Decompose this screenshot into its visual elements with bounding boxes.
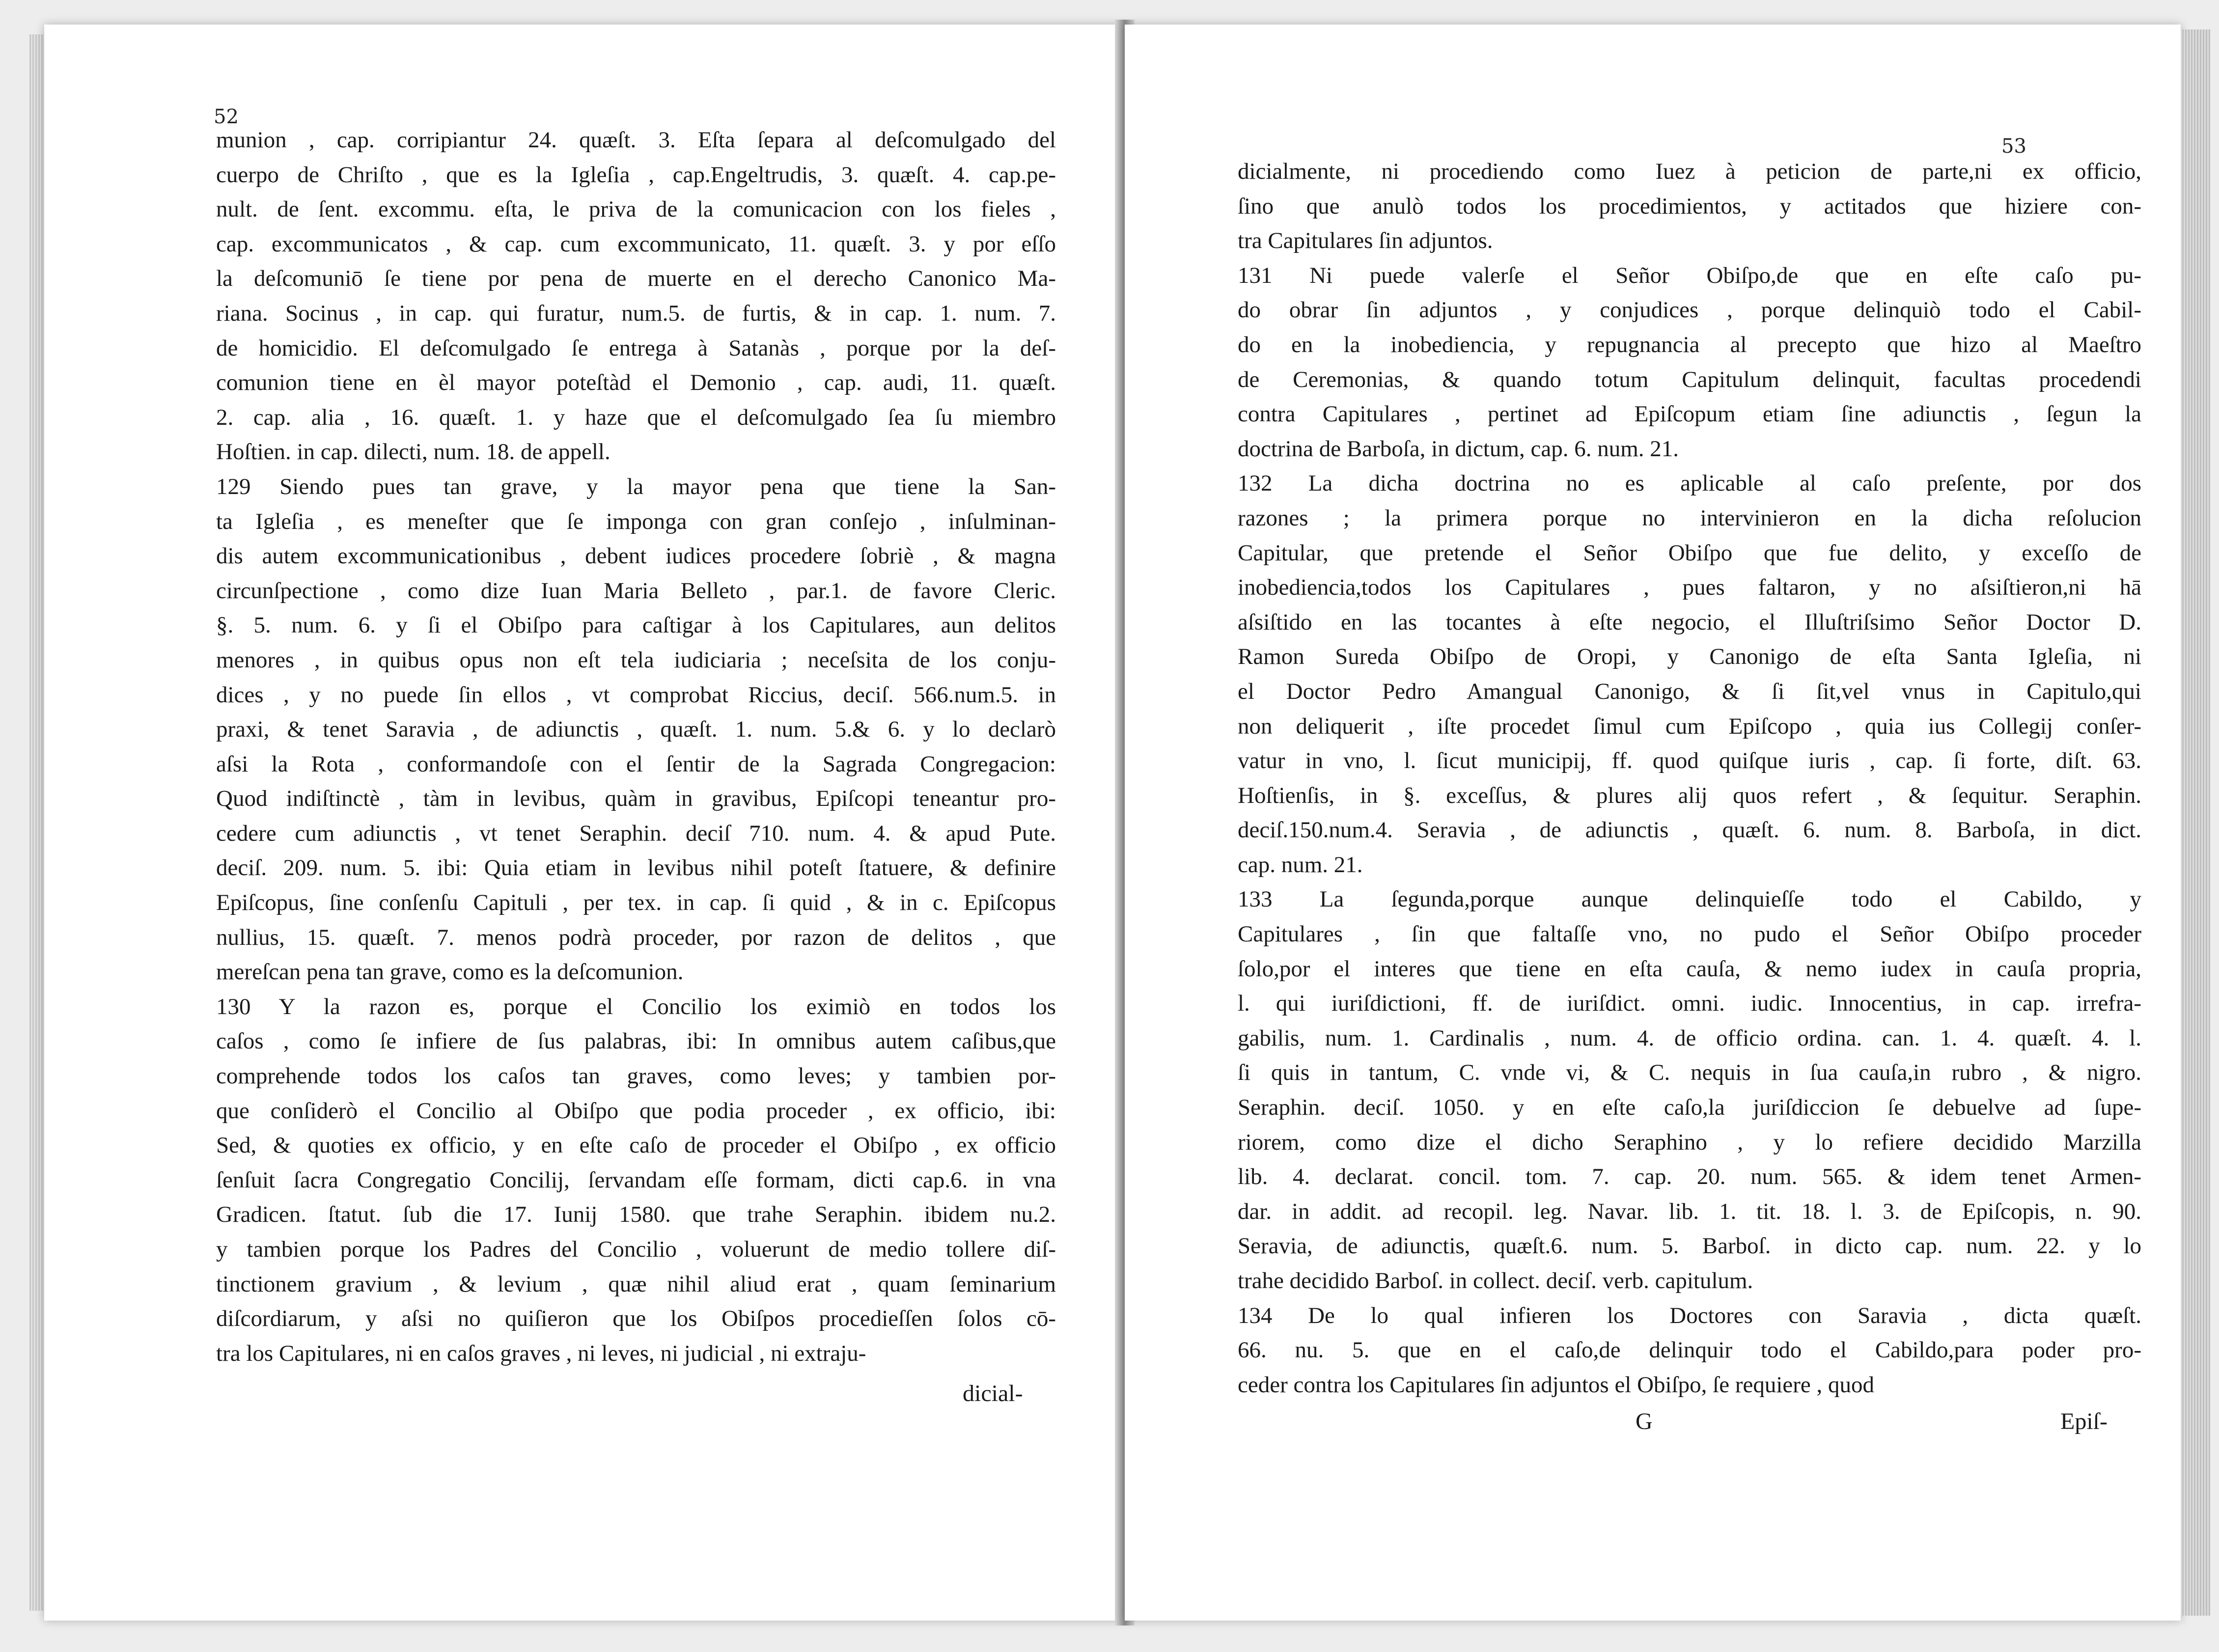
page-number: 53 (2001, 135, 2026, 158)
text-line: 132 La dicha doctrina no es aplicable al caſo preſente, por dos (1238, 470, 2141, 496)
text-line: ta Igleſia , es meneſter que ſe imponga con gran conſejo , inſulminan- (216, 508, 1056, 534)
text-line: ſi quis in tantum, C. vnde vi, & C. nequis in ſua cauſa,in rubro , & nigro. (1238, 1060, 2141, 1086)
text-line: ſolo,por el interes que tiene en eſta cauſa, & nemo iudex in cauſa propria, (1238, 956, 2141, 982)
text-line: cedere cum adiunctis , vt tenet Seraphin. deciſ 710. num. 4. & apud Pute. (216, 820, 1056, 846)
text-line: 134 De lo qual infieren los Doctores con Saravia , dicta quæſt. (1238, 1302, 2141, 1328)
left-page-text (216, 123, 1056, 1371)
right-page-edges (2181, 29, 2210, 1616)
text-line: 129 Siendo pues tan grave, y la mayor pena que tiene la San- (216, 473, 1056, 499)
text-line: Epiſcopus, ſine conſenſu Capituli , per tex. in cap. ſi quid , & in c. Epiſcopus (216, 890, 1056, 916)
text-line: dar. in addit. ad recopil. leg. Navar. lib. 1. tit. 18. l. 3. de Epiſcopis, n. 90. (1238, 1198, 2141, 1224)
text-line: 131 Ni puede valerſe el Señor Obiſpo,de que en eſte caſo pu- (1238, 262, 2141, 288)
text-line: tra los Capitulares, ni en caſos graves , ni leves, ni judicial , ni extraju- (216, 1340, 866, 1366)
text-line: dices , y no puede ſin ellos , vt comprobat Riccius, deciſ. 566.num.5. in (216, 682, 1056, 708)
text-line: riana. Socinus , in cap. qui furatur, num.5. de furtis, & in cap. 1. num. 7. (216, 300, 1056, 326)
text-line: el Doctor Pedro Amangual Canonigo, & ſi ſit,vel vnus in Capitulo,qui (1238, 678, 2141, 704)
catchword: Epiſ- (2060, 1408, 2108, 1434)
text-line: deciſ.150.num.4. Seravia , de adiunctis , quæſt. 6. num. 8. Barboſa, in dict. (1238, 817, 2141, 843)
text-line: de homicidio. El deſcomulgado ſe entrega à Satanàs , porque por la deſ- (216, 335, 1056, 361)
text-line: lib. 4. declarat. concil. tom. 7. cap. 20. num. 565. & idem tenet Armen- (1238, 1164, 2141, 1190)
text-line: dis autem excommunicationibus , debent iudices procedere ſobriè , & magna (216, 543, 1056, 569)
signature-mark: G (1636, 1408, 1653, 1434)
text-line: munion , cap. corripiantur 24. quæſt. 3. Eſta ſepara al deſcomulgado del (216, 127, 1056, 153)
text-line: 2. cap. alia , 16. quæſt. 1. y haze que el deſcomulgado ſea ſu miembro (216, 404, 1056, 430)
text-line: aſsiſtido en las tocantes à eſte negocio, el Illuſtriſsimo Señor Doctor D. (1238, 609, 2141, 635)
text-line: cap. num. 21. (1238, 852, 1363, 878)
left-page-edges (29, 34, 44, 1611)
text-line: tinctionem gravium , & levium , quæ nihil aliud erat , quam ſeminarium (216, 1271, 1056, 1297)
text-line: y tambien porque los Padres del Concilio , voluerunt de medio tollere diſ- (216, 1237, 1056, 1262)
text-line: de Ceremonias, & quando totum Capitulum delinquit, facultas procedendi (1238, 366, 2141, 392)
text-line: gabilis, num. 1. Cardinalis , num. 4. de officio ordina. can. 1. 4. quæſt. 4. l. (1238, 1025, 2141, 1051)
text-line: 130 Y la razon es, porque el Concilio los eximiò en todos los (216, 993, 1056, 1019)
text-line: nult. de ſent. excommu. eſta, le priva de la comunicacion con los fieles , (216, 196, 1056, 222)
page-number: 52 (214, 106, 239, 128)
text-line: que conſiderò el Concilio al Obiſpo que podia proceder , ex officio, ibi: (216, 1098, 1056, 1124)
text-line: do en la inobediencia, y repugnancia al precepto que hizo al Maeſtro (1238, 331, 2141, 358)
text-line: Seraphin. deciſ. 1050. y en eſte caſo,la juriſdiccion ſe debuelve ad ſupe- (1238, 1095, 2141, 1121)
text-line: menores , in quibus opus non eſt tela iudiciaria ; neceſsita de los conju- (216, 647, 1056, 673)
text-line: comunion tiene en èl mayor poteſtàd el Demonio , cap. audi, 11. quæſt. (216, 370, 1056, 396)
text-line: l. qui iuriſdictioni, ff. de iuriſdict. omni. iudic. Innocentius, in cap. irrefra- (1238, 991, 2141, 1017)
text-line: cuerpo de Chriſto , que es la Igleſia , cap.Engeltrudis, 3. quæſt. 4. cap.pe- (216, 162, 1056, 188)
text-line: praxi, & tenet Saravia , de adiunctis , quæſt. 1. num. 5.& 6. y lo declarò (216, 716, 1056, 743)
text-line: vatur in vno, l. ſicut municipij, ff. quod quiſque iuris , cap. ſi forte, diſt. 63. (1238, 748, 2141, 774)
text-line: inobediencia,todos los Capitulares , pues faltaron, y no aſsiſtieron,ni hā (1238, 575, 2141, 601)
text-line: deciſ. 209. num. 5. ibi: Quia etiam in levibus nihil poteſt ſtatuere, & definire (216, 855, 1056, 881)
text-line: Hoſtien. in cap. dilecti, num. 18. de appell. (216, 439, 610, 465)
text-line: riorem, como dize el dicho Seraphino , y lo refiere decidido Marzilla (1238, 1129, 2141, 1155)
text-line: Capitular, que pretende el Señor Obiſpo que fue delito, y exceſſo de (1238, 540, 2141, 566)
text-line: ceder contra los Capitulares ſin adjuntos el Obiſpo, ſe requiere , quod (1238, 1372, 1875, 1398)
text-line: Seravia, de adiunctis, quæſt.6. num. 5. Barboſ. in dicto cap. num. 22. y lo (1238, 1233, 2141, 1259)
text-line: ſenſuit ſacra Congregatio Concilij, ſervandam eſſe formam, dicti cap.6. in vna (216, 1167, 1056, 1193)
text-line: contra Capitulares , pertinet ad Epiſcopum etiam ſine adiunctis , ſegun la (1238, 401, 2141, 427)
text-line: Gradicen. ſtatut. ſub die 17. Iunij 1580. que trahe Seraphin. ibidem nu.2. (216, 1202, 1056, 1228)
right-page-text (1238, 154, 2141, 1402)
text-line: diſcordiarum, y aſsi no quiſieron que los Obiſpos procedieſſen ſolos cō- (216, 1306, 1056, 1332)
text-line: la deſcomuniō ſe tiene por pena de muerte en el derecho Canonico Ma- (216, 266, 1056, 292)
text-line: nullius, 15. quæſt. 7. menos podrà proceder, por razon de delitos , que (216, 924, 1056, 950)
text-line: Hoſtienſis, in §. exceſſus, & plures alij quos refert , & ſequitur. Seraphin. (1238, 782, 2141, 808)
text-line: comprehende todos los caſos tan graves, como leves; y tambien por- (216, 1063, 1056, 1089)
text-line: mereſcan pena tan grave, como es la deſcomunion. (216, 959, 684, 985)
text-line: §. 5. num. 6. y ſi el Obiſpo para caſtigar à los Capitulares, aun delitos (216, 612, 1056, 638)
left-page (44, 25, 1125, 1621)
text-line: cap. excommunicatos , & cap. cum excommunicato, 11. quæſt. 3. y por eſſo (216, 231, 1056, 257)
text-line: 66. nu. 5. que en el caſo,de delinquir todo el Cabildo,para poder pro- (1238, 1337, 2141, 1363)
text-line: Capitulares , ſin que faltaſſe vno, no pudo el Señor Obiſpo proceder (1238, 921, 2141, 947)
text-line: doctrina de Barboſa, in dictum, cap. 6. num. 21. (1238, 436, 1679, 462)
text-line: tra Capitulares ſin adjuntos. (1238, 228, 1493, 254)
text-line: caſos , como ſe infiere de ſus palabras, ibi: In omnibus autem caſibus,que (216, 1028, 1056, 1054)
text-line: Ramon Sureda Obiſpo de Oropi, y Canonigo de eſta Santa Igleſia, ni (1238, 644, 2141, 670)
text-line: non deliquerit , iſte procedet ſimul cum Epiſcopo , quia ius Collegij conſer- (1238, 713, 2141, 739)
text-line: circunſpectione , como dize Iuan Maria Belleto , par.1. de favore Cleric. (216, 578, 1056, 604)
right-page (1125, 25, 2181, 1621)
text-line: 133 La ſegunda,porque aunque delinquieſſe todo el Cabildo, y (1238, 886, 2141, 912)
text-line: dicialmente, ni procediendo como Iuez à peticion de parte,ni ex officio, (1238, 159, 2141, 184)
text-line: Sed, & quoties ex officio, y en eſte caſo de proceder el Obiſpo , ex officio (216, 1132, 1056, 1158)
text-line: do obrar ſin adjuntos , y conjudices , porque delinquiò todo el Cabil- (1238, 297, 2141, 323)
text-line: ſino que anulò todos los procedimientos, y actitados que hiziere con- (1238, 193, 2141, 219)
text-line: aſsi la Rota , conformandoſe con el ſentir de la Sagrada Congregacion: (216, 751, 1056, 777)
catchword: dicial- (963, 1380, 1023, 1406)
text-line: razones ; la primera porque no intervinieron en la dicha reſolucion (1238, 505, 2141, 531)
text-line: trahe decidido Barboſ. in collect. deciſ. verb. capitulum. (1238, 1268, 1753, 1294)
text-line: Quod indiſtinctè , tàm in levibus, quàm in gravibus, Epiſcopi teneantur pro- (216, 786, 1056, 812)
